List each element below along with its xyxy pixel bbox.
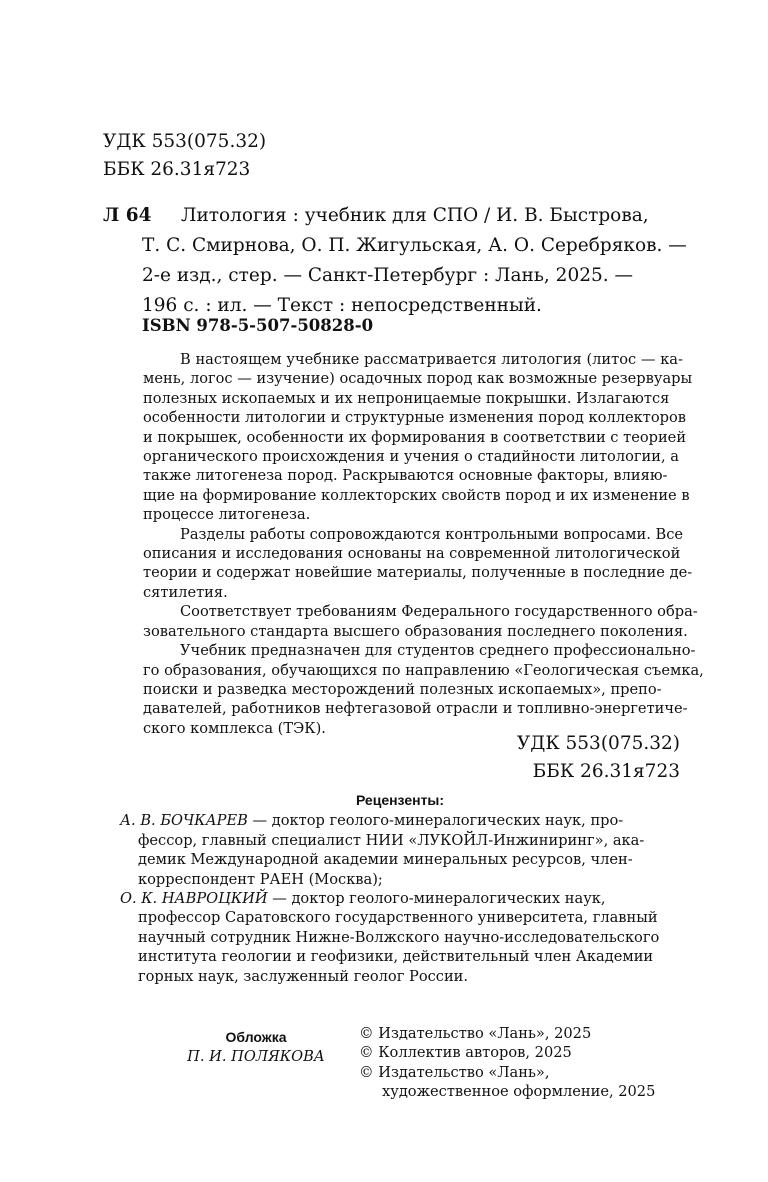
abstract-line: также литогенеза пород. Раскрываются основные факторы, влияю- — [143, 467, 668, 485]
abstract — [143, 350, 704, 738]
copyright-notices — [359, 1024, 679, 1102]
abstract-line: процессе литогенеза. — [143, 506, 311, 524]
reviewer-1-line: корреспондент РАЕН (Москва); — [138, 870, 383, 888]
abstract-line: теории и содержат новейшие материалы, полученные в последние де- — [143, 564, 693, 582]
abstract-line: давателей, работников нефтегазовой отрасли и топливно-энергетиче- — [143, 700, 688, 718]
reviewer-1-line: фессор, главный специалист НИИ «ЛУКОЙЛ-Инжиниринг», ака- — [138, 831, 645, 849]
reviewer-2-line — [120, 889, 680, 908]
udk-code: УДК 553(075.32) — [103, 131, 267, 152]
word: литология — [501, 351, 582, 368]
abstract-line: мень, логос — изучение) осадочных пород как возможные резервуары — [143, 370, 693, 388]
biblio-line: Литология : учебник для СПО / И. В. Быстрова, — [181, 205, 649, 226]
abstract-line: Соответствует требованиям Федерального государственного обра- — [180, 603, 698, 621]
abstract-line: полезных ископаемых и их непроницаемые покрышки. Излагаются — [143, 389, 670, 407]
copyright-line: © Издательство «Лань», 2025 — [359, 1025, 592, 1042]
cover-label: Обложка — [225, 1029, 287, 1045]
author-mark: Л 64 — [103, 205, 152, 226]
reviewer-2-line: института геологии и геофизики, действительный член Академии — [138, 948, 654, 966]
reviewer-2-line: горных наук, заслуженный геолог России. — [138, 967, 469, 985]
biblio-line: Т. С. Смирнова, О. П. Жигульская, А. О. Серебряков. — — [142, 235, 687, 256]
abstract-line: поиски и разведка месторождений полезных ископаемых», препо- — [143, 680, 662, 698]
biblio-line: 196 с. : ил. — Текст : непосредственный. — [142, 295, 542, 316]
abstract-line: особенности литологии и структурные изменения пород коллекторов — [143, 409, 686, 427]
reviewers — [120, 791, 680, 986]
cover-credit — [168, 1028, 344, 1067]
reviewer-2-text: — доктор геолого-минералогических наук, — [267, 890, 606, 908]
abstract-line: и покрышек, особенности их формирования в соответствии с теорией — [143, 428, 687, 446]
word: ка- — [660, 351, 683, 368]
classification-codes-bottom — [517, 730, 680, 786]
bbk-code: ББК 26.31я723 — [103, 159, 251, 180]
reviewer-1-line — [120, 811, 680, 830]
abstract-line: Учебник предназначен для студентов среднего профессионально- — [180, 642, 696, 660]
abstract-line: Разделы работы сопровождаются контрольными вопросами. Все — [180, 525, 684, 543]
abstract-line: сятилетия. — [143, 583, 228, 601]
word: В — [180, 351, 191, 368]
reviewer-1-text: — доктор геолого-минералогических наук, про- — [247, 812, 624, 830]
word: — — [640, 351, 656, 368]
word: учебнике — [286, 351, 360, 368]
isbn: ISBN 978-5-507-50828-0 — [142, 316, 374, 335]
reviewer-2-line: научный сотрудник Нижне-Волжского научно-исследовательского — [138, 928, 660, 946]
classification-codes-top — [103, 128, 266, 184]
reviewer-2-name: О. К. НАВРОЦКИЙ — [120, 890, 268, 908]
word: рассматривается — [363, 351, 497, 368]
bibliographic-record — [103, 201, 693, 321]
word: настоящем — [195, 351, 282, 368]
abstract-line: зовательного стандарта высшего образования последнего поколения. — [143, 622, 688, 640]
abstract-line: органического происхождения и учения о стадийности литологии, а — [143, 448, 679, 466]
reviewer-1-name: А. В. БОЧКАРЕВ — [120, 812, 248, 830]
abstract-line — [143, 350, 683, 369]
abstract-line: описания и исследования основаны на современной литологической — [143, 545, 681, 563]
cover-artist: П. И. ПОЛЯКОВА — [187, 1048, 325, 1066]
reviewer-2-line: профессор Саратовского государственного университета, главный — [138, 909, 658, 927]
word: (литос — [586, 351, 637, 368]
copyright-line: © Коллектив авторов, 2025 — [359, 1044, 572, 1062]
udk-code: УДК 553(075.32) — [516, 733, 680, 754]
abstract-line: го образования, обучающихся по направлению «Геологическая съемка, — [143, 661, 704, 679]
bbk-code: ББК 26.31я723 — [532, 761, 680, 782]
abstract-line: щие на формирование коллекторских свойств пород и их изменение в — [143, 486, 690, 504]
copyright-line: художественное оформление, 2025 — [382, 1083, 656, 1101]
reviewers-heading: Рецензенты: — [355, 792, 445, 808]
copyright-line: © Издательство «Лань», — [359, 1063, 550, 1081]
abstract-line: ского комплекса (ТЭК). — [143, 719, 326, 737]
biblio-line: 2-е изд., стер. — Санкт-Петербург : Лань, 2025. — — [142, 265, 634, 286]
reviewer-1-line: демик Международной академии минеральных ресурсов, член- — [138, 851, 633, 869]
